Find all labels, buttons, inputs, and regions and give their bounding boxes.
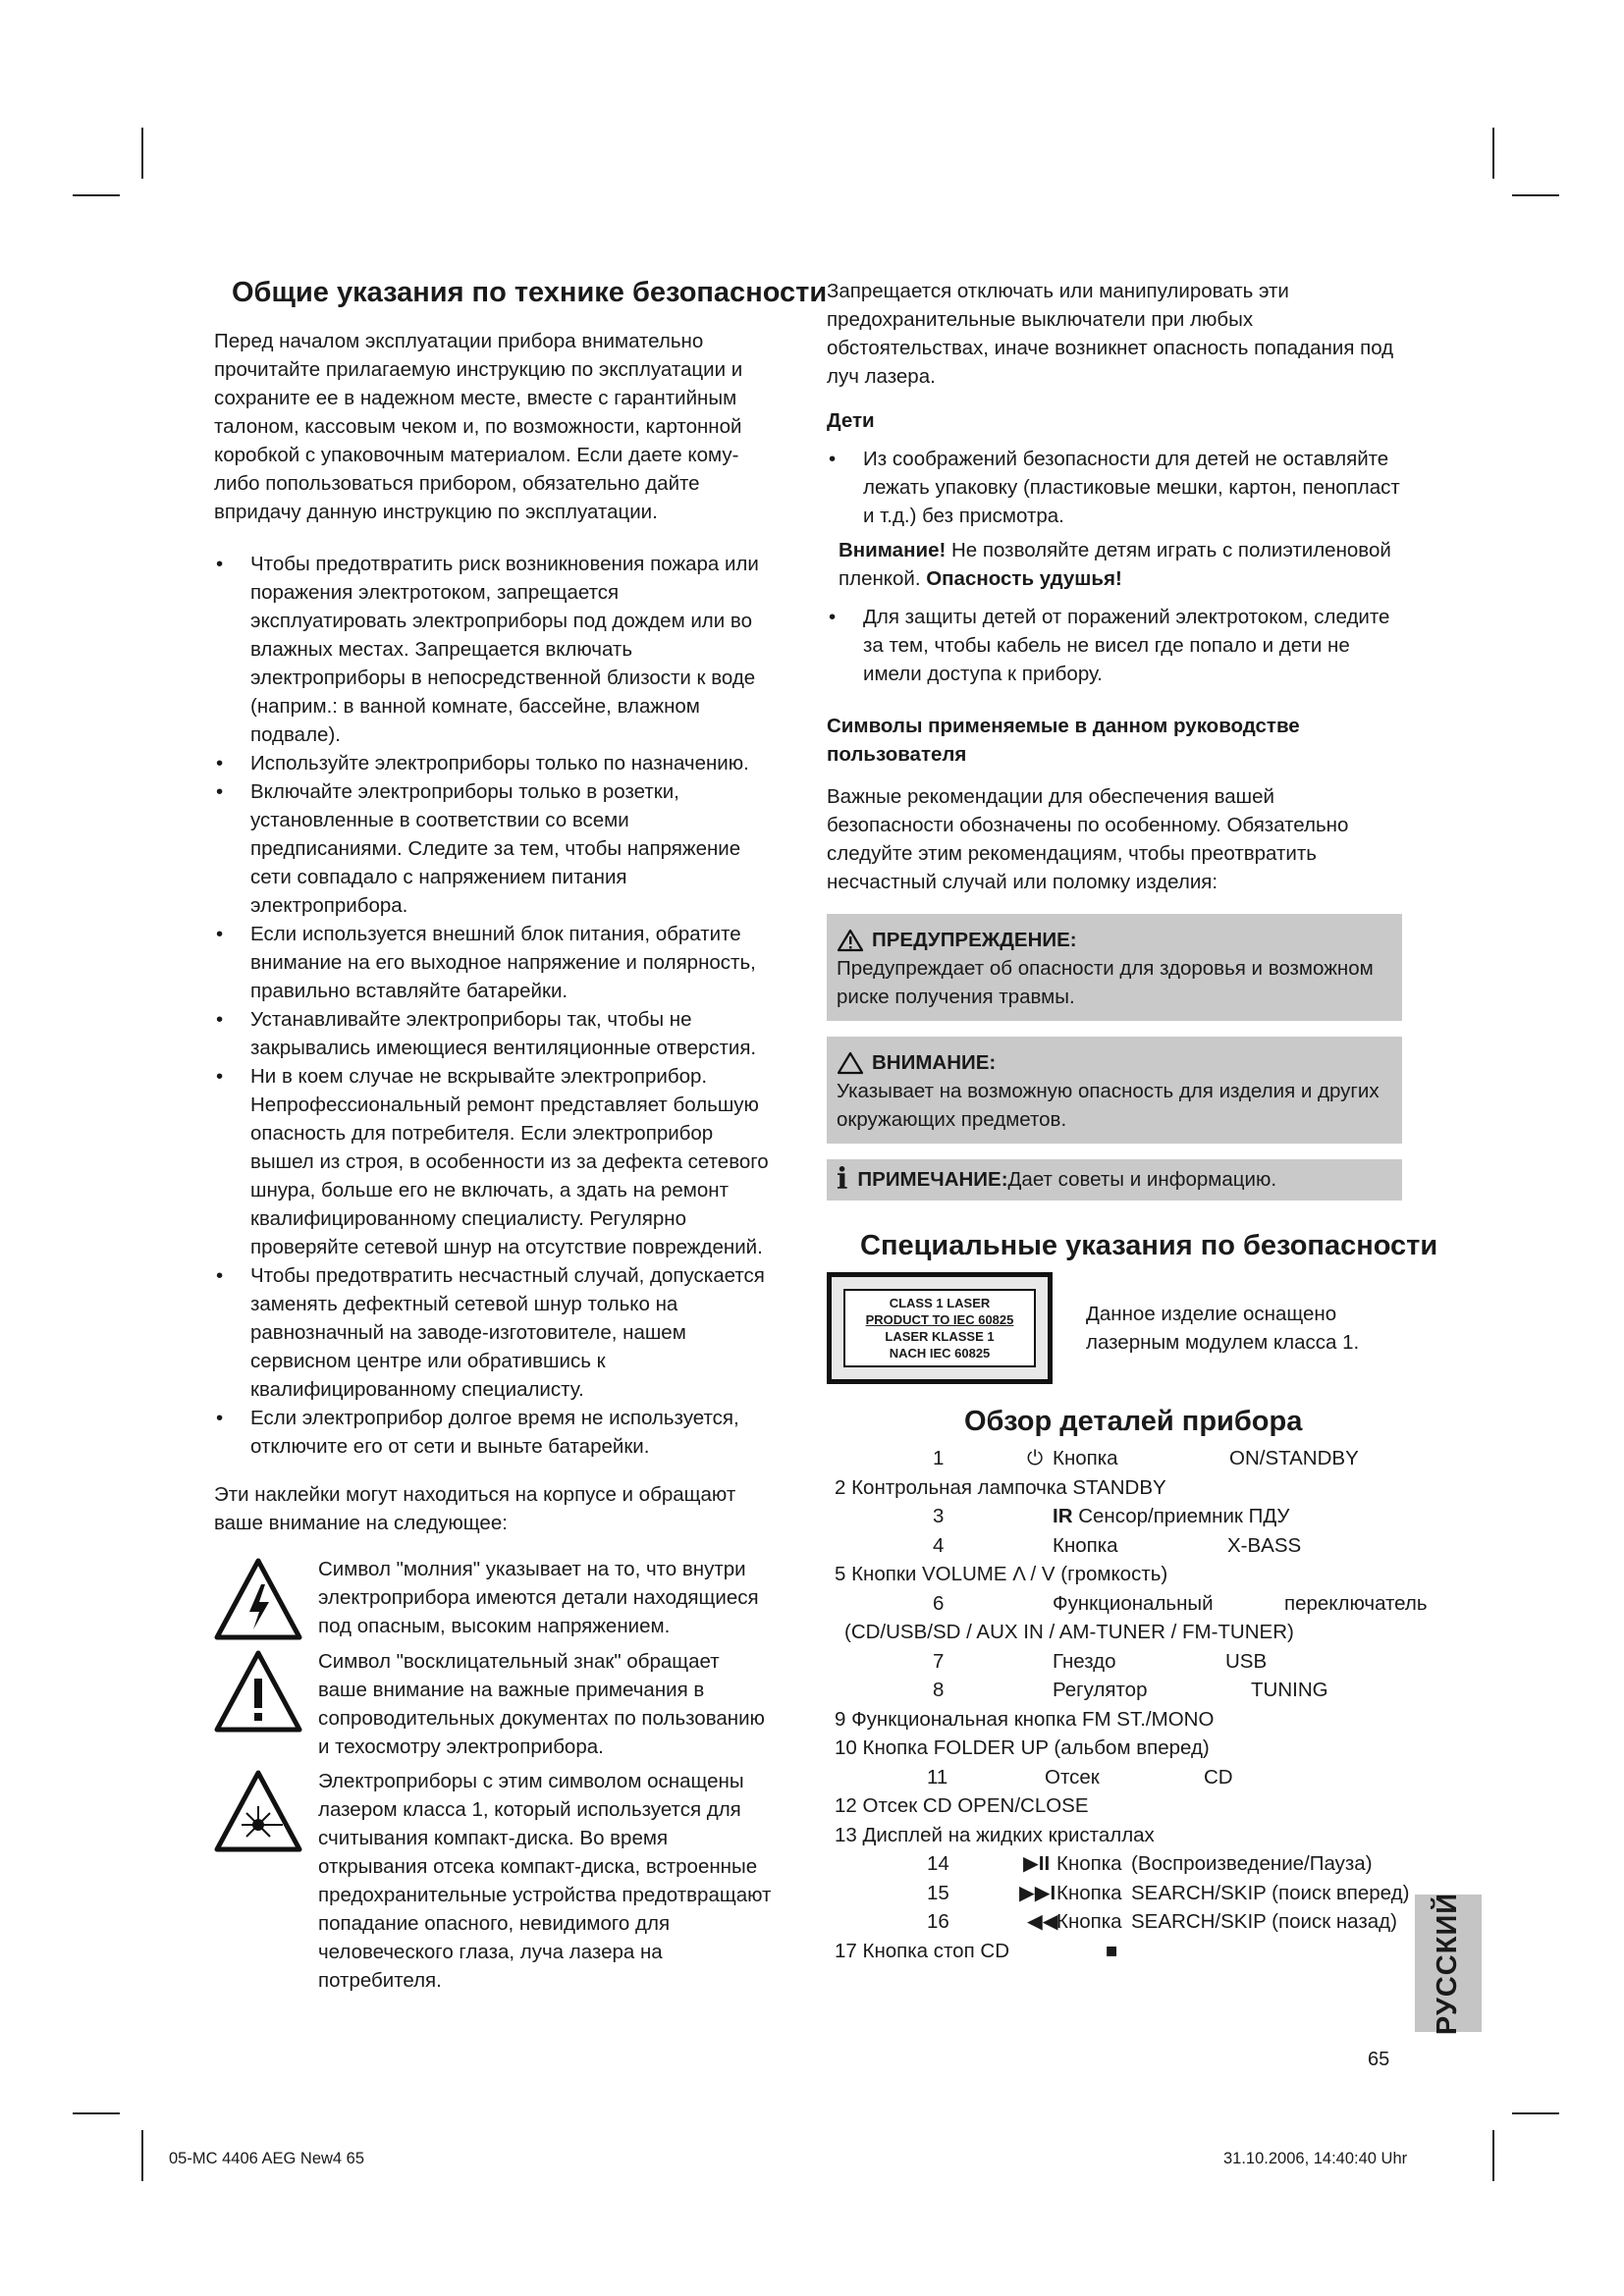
page-number: 65 <box>1368 2049 1390 2070</box>
part-label: Регулятор <box>1053 1679 1148 1701</box>
laser-text: Данное изделие оснащено лазерным модулем класса 1. <box>1086 1303 1360 1354</box>
footer-right: 31.10.2006, 14:40:40 Uhr <box>1223 2150 1408 2167</box>
crop-mark <box>1512 194 1559 196</box>
part-line: 12 Отсек CD OPEN/CLOSE <box>835 1794 1089 1817</box>
part-label: Кнопка <box>1056 1910 1122 1933</box>
play-pause-icon: ▶II <box>1023 1852 1051 1875</box>
warning-box <box>827 914 1402 1021</box>
part-number: 16 <box>927 1910 949 1933</box>
list-item <box>827 1502 1402 1531</box>
children-heading: Дети <box>827 409 875 432</box>
laser-class-label <box>827 1272 1053 1384</box>
crop-mark <box>73 2112 120 2114</box>
laser-label-line: CLASS 1 LASER <box>889 1296 991 1310</box>
part-value: X-BASS <box>1227 1533 1302 1557</box>
part-number: 14 <box>927 1852 949 1875</box>
part-label: Кнопка <box>1053 1533 1118 1557</box>
symbol-exclamation-text: Символ "восклицательный знак" обращает ваше внимание на важные примечания в сопроводительных документах по пользованию и техосмотру электроприбора. <box>318 1650 765 1758</box>
part-line: (CD/USB/SD / AUX IN / AM-TUNER / FM-TUNER) <box>844 1621 1294 1643</box>
warning-text: Предупреждает об опасности для здоровья и возможном риске получения травмы. <box>837 957 1374 1008</box>
stickers-intro: Эти наклейки могут находиться на корпусе и обращают ваше внимание на следующее: <box>214 1483 736 1534</box>
crop-mark <box>141 2130 143 2181</box>
footer-left: 05-MC 4406 AEG New4 65 <box>169 2150 365 2167</box>
list-item: • Используйте электроприборы только по назначению. <box>214 749 774 777</box>
special-safety-title: Специальные указания по безопасности <box>860 1230 1438 1261</box>
warning-title: ПРЕДУПРЕЖДЕНИЕ: <box>872 929 1077 951</box>
laser-row <box>827 1272 1402 1384</box>
part-number: 1 <box>933 1447 945 1469</box>
warning-triangle-icon <box>837 929 864 952</box>
list-item: • Из соображений безопасности для детей не оставляйте лежать упаковку (пластиковые мешки, картон, пенопласт и т.д.) без присмотра. <box>827 445 1402 530</box>
part-number: 11 <box>927 1765 948 1789</box>
symbol-exclamation-row <box>214 1647 774 1761</box>
attention-danger: Опасность удушья! <box>926 567 1122 590</box>
list-item <box>827 1879 1410 1908</box>
list-item: • Если используется внешний блок питания, обратите внимание на его выходное напряжение и полярность, правильно вставляйте батарейки. <box>214 920 774 1005</box>
crop-mark <box>1512 2112 1559 2114</box>
list-item <box>827 1589 1428 1619</box>
note-label: ПРИМЕЧАНИЕ: <box>857 1168 1008 1191</box>
attention-text: Не позволяйте детям играть с полиэтиленовой пленкой. <box>839 539 1391 590</box>
part-value: CD <box>1204 1765 1233 1789</box>
intro-paragraph: Перед началом эксплуатации прибора внимательно прочитайте прилагаемую инструкцию по эксплуатации и сохраните ее в надежном месте, вместе с гарантийным талоном, кассовым чеком и, по возможности, картонной коробкой с упаковочным материалом. Если даете кому-либо попользоваться прибором, обязательно дайте впридачу данную инструкцию по эксплуатации. <box>214 330 743 523</box>
stop-icon: ■ <box>1106 1939 1118 1962</box>
crop-mark <box>1492 128 1494 179</box>
list-item <box>827 1907 1402 1937</box>
caution-box <box>827 1037 1402 1144</box>
part-value: SEARCH/SKIP (поиск вперед) <box>1131 1881 1410 1904</box>
language-tab <box>1415 1892 1482 2035</box>
part-value: ON/STANDBY <box>1229 1447 1359 1469</box>
laser-label-inner <box>843 1289 1036 1367</box>
lightning-warning-icon <box>214 1557 302 1641</box>
info-icon: i <box>837 1162 848 1197</box>
laser-label-line: NACH IEC 60825 <box>889 1346 991 1361</box>
list-item <box>827 1791 1402 1821</box>
symbols-heading: Символы применяемые в данном руководстве пользователя <box>827 715 1300 766</box>
symbols-paragraph: Важные рекомендации для обеспечения вашей безопасности обозначены по особенному. Обязательно следуйте этим рекомендациям, чтобы преотвратить несчастный случай или поломку изделия: <box>827 785 1349 893</box>
children-bullet-list <box>827 445 1402 530</box>
part-value: TUNING <box>1251 1679 1328 1701</box>
children-bullet-list-2 <box>827 603 1402 688</box>
caution-text: Указывает на возможную опасность для изделия и других окружающих предметов. <box>837 1080 1380 1131</box>
symbol-laser-row <box>214 1767 774 1995</box>
part-value: Сенсор/приемник ПДУ <box>1072 1505 1290 1527</box>
part-line: 5 Кнопки VOLUME Λ / V (громкость) <box>835 1563 1168 1585</box>
exclamation-warning-icon <box>214 1649 302 1734</box>
laser-warning-icon <box>214 1769 302 1853</box>
list-item <box>827 1676 1402 1705</box>
list-item <box>827 1937 1402 1966</box>
language-tab-label: РУССКИЙ <box>1432 1892 1464 2035</box>
list-item: • Для защиты детей от поражений электротоком, следите за тем, чтобы кабель не висел где попало и дети не имели доступа к прибору. <box>827 603 1402 688</box>
note-box <box>827 1159 1402 1201</box>
list-item: • Ни в коем случае не вскрывайте электроприбор. Непрофессиональный ремонт представляет большую опасность для потребителя. Если электроприбор вышел из строя, в особенности из за дефекта сетевого шнура, больше его не включать, а здать на ремонт квалифицированному специалисту. Регулярно проверяйте сетевой шнур на отсутствие повреждений. <box>214 1062 774 1261</box>
attention-paragraph <box>827 536 1402 593</box>
list-item <box>827 1849 1402 1879</box>
power-icon: ⏻ <box>1027 1447 1044 1469</box>
list-item: • Если электроприбор долгое время не используется, отключите его от сети и выньте батарейки. <box>214 1404 774 1461</box>
safety-bullet-list <box>214 550 774 1461</box>
crop-mark <box>1492 2130 1494 2181</box>
part-line: 2 Контрольная лампочка STANDBY <box>835 1475 1166 1499</box>
list-item <box>827 1531 1402 1561</box>
part-label: Гнездо <box>1053 1649 1116 1673</box>
list-item <box>827 1734 1402 1763</box>
left-column <box>214 277 828 2001</box>
part-line: 9 Функциональная кнопка FM ST./MONO <box>835 1707 1215 1731</box>
part-number: 8 <box>933 1679 945 1701</box>
part-label: Кнопка <box>1056 1881 1122 1904</box>
symbol-lightning-text: Символ "молния" указывает на то, что внутри электроприбора имеются детали находящиеся под опасным, высоким напряжением. <box>318 1558 759 1637</box>
part-line: 17 Кнопка стоп CD <box>835 1939 1009 1962</box>
list-item <box>827 1618 1402 1647</box>
list-item <box>827 1705 1402 1735</box>
laser-label-line: LASER KLASSE 1 <box>885 1329 995 1344</box>
symbol-lightning-row <box>214 1555 774 1641</box>
right-column <box>827 277 1438 1965</box>
part-number: 7 <box>933 1649 945 1673</box>
part-line: 10 Кнопка FOLDER UP (альбом вперед) <box>835 1736 1210 1759</box>
symbol-laser-text: Электроприборы с этим символом оснащены лазером класса 1, который используется для считывания компакт-диска. Во время открывания отсека компакт-диска, встроенные предохранительные устройства предотвращают попадание опасного, невидимого для человеческого глаза, луча лазера на потребителя. <box>318 1770 772 1992</box>
list-item <box>827 1444 1402 1473</box>
list-item <box>827 1763 1402 1792</box>
part-value: переключатель <box>1284 1591 1428 1615</box>
list-item <box>827 1647 1402 1677</box>
part-label: Отсек <box>1045 1765 1100 1789</box>
laser-label-line: PRODUCT TO IEC 60825 <box>865 1312 1014 1327</box>
part-label: Кнопка <box>1053 1447 1118 1469</box>
part-number: 3 <box>933 1505 945 1527</box>
caution-heading <box>837 1048 1392 1077</box>
note-text: Дает советы и информацию. <box>1007 1168 1277 1191</box>
interlock-paragraph: Запрещается отключать или манипулировать эти предохранительные выключатели при любых обстоятельствах, иначе возникнет опасность попадания под луч лазера. <box>827 280 1394 388</box>
parts-list <box>827 1444 1428 1965</box>
list-item <box>827 1560 1402 1589</box>
crop-mark <box>141 128 143 179</box>
skip-forward-icon: ▶▶I <box>1019 1881 1056 1904</box>
skip-back-icon: ◀◀ <box>1027 1910 1058 1933</box>
part-value: USB <box>1225 1649 1268 1673</box>
part-number: 4 <box>933 1533 945 1557</box>
list-item: • Чтобы предотвратить несчастный случай, допускается заменять дефектный сетевой шнур только на равнозначный на заводе-изготовителе, нашем сервисном центре или обратившись к квалифицированному специалисту. <box>214 1261 774 1404</box>
list-item <box>827 1473 1402 1503</box>
part-label <box>1053 1502 1289 1531</box>
part-label: Кнопка <box>1056 1852 1122 1875</box>
part-line: 13 Дисплей на жидких кристаллах <box>835 1823 1155 1846</box>
caution-triangle-icon <box>837 1051 864 1075</box>
warning-heading <box>837 926 1392 954</box>
part-number: 6 <box>933 1591 945 1615</box>
attention-label: Внимание! <box>839 539 947 561</box>
part-value: (Воспроизведение/Пауза) <box>1131 1852 1373 1875</box>
ir-label: IR <box>1053 1505 1073 1527</box>
crop-mark <box>73 194 120 196</box>
list-item <box>827 1821 1402 1850</box>
general-safety-title: Общие указания по технике безопасности <box>232 277 828 308</box>
caution-title: ВНИМАНИЕ: <box>872 1051 997 1074</box>
overview-title: Обзор деталей прибора <box>964 1406 1303 1437</box>
list-item: • Устанавливайте электроприборы так, чтобы не закрывались имеющиеся вентиляционные отверстия. <box>214 1005 774 1062</box>
list-item: • Включайте электроприборы только в розетки, установленные в соответствии со всеми предписаниями. Следите за тем, чтобы напряжение сети совпадало с напряжением питания электроприбора. <box>214 777 774 920</box>
part-label: Функциональный <box>1053 1591 1214 1615</box>
part-value: SEARCH/SKIP (поиск назад) <box>1131 1910 1397 1933</box>
list-item: • Чтобы предотвратить риск возникновения пожара или поражения электротоком, запрещается эксплуатировать электроприборы под дождем или во влажных местах. Запрещается включать электроприборы в непосредственной близости к воде (наприм.: в ванной комнате, бассейне, влажном подвале). <box>214 550 774 749</box>
part-number: 15 <box>927 1881 949 1904</box>
